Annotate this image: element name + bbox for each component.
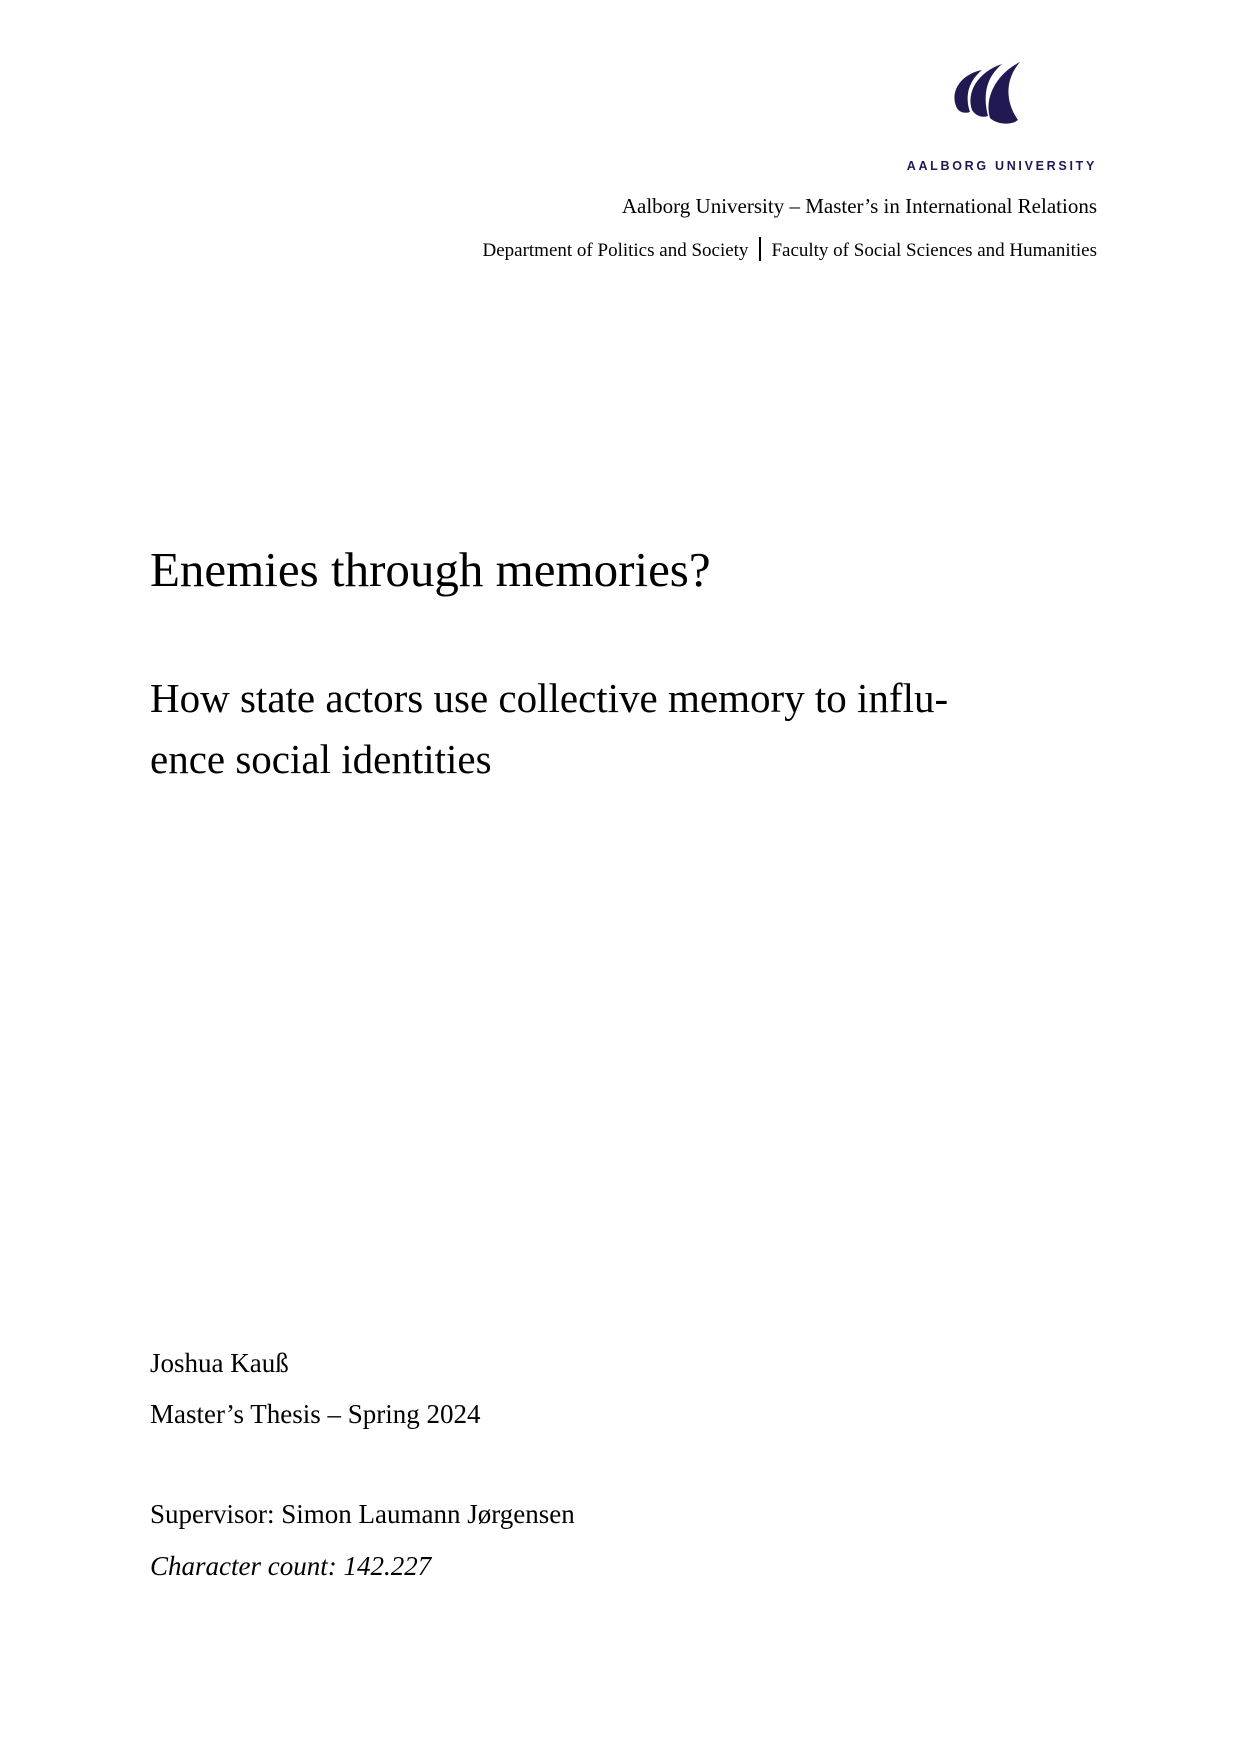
university-waves-icon: [948, 60, 1028, 140]
aalborg-university-logo-icon: [948, 60, 1028, 140]
thesis-title: Enemies through memories?: [150, 542, 711, 597]
thesis-subtitle: [150, 668, 1090, 790]
character-count: Character count: 142.227: [150, 1551, 432, 1581]
author-name: Joshua Kauß: [150, 1348, 289, 1378]
department-faculty-line: [482, 237, 1097, 263]
subtitle-line-2: ence social identities: [150, 736, 492, 782]
university-program-line: Aalborg University – Master’s in International Relations: [621, 194, 1097, 218]
department-name: Department of Politics and Society: [482, 240, 749, 261]
supervisor: Supervisor: Simon Laumann Jørgensen: [150, 1499, 575, 1529]
subtitle-line-1: How state actors use collective memory to influ-: [150, 675, 949, 721]
thesis-type: Master’s Thesis – Spring 2024: [150, 1399, 481, 1429]
separator-bar: [759, 237, 761, 261]
logo-wordmark: AALBORG UNIVERSITY: [906, 159, 1097, 173]
faculty-name: Faculty of Social Sciences and Humanities: [771, 240, 1097, 261]
